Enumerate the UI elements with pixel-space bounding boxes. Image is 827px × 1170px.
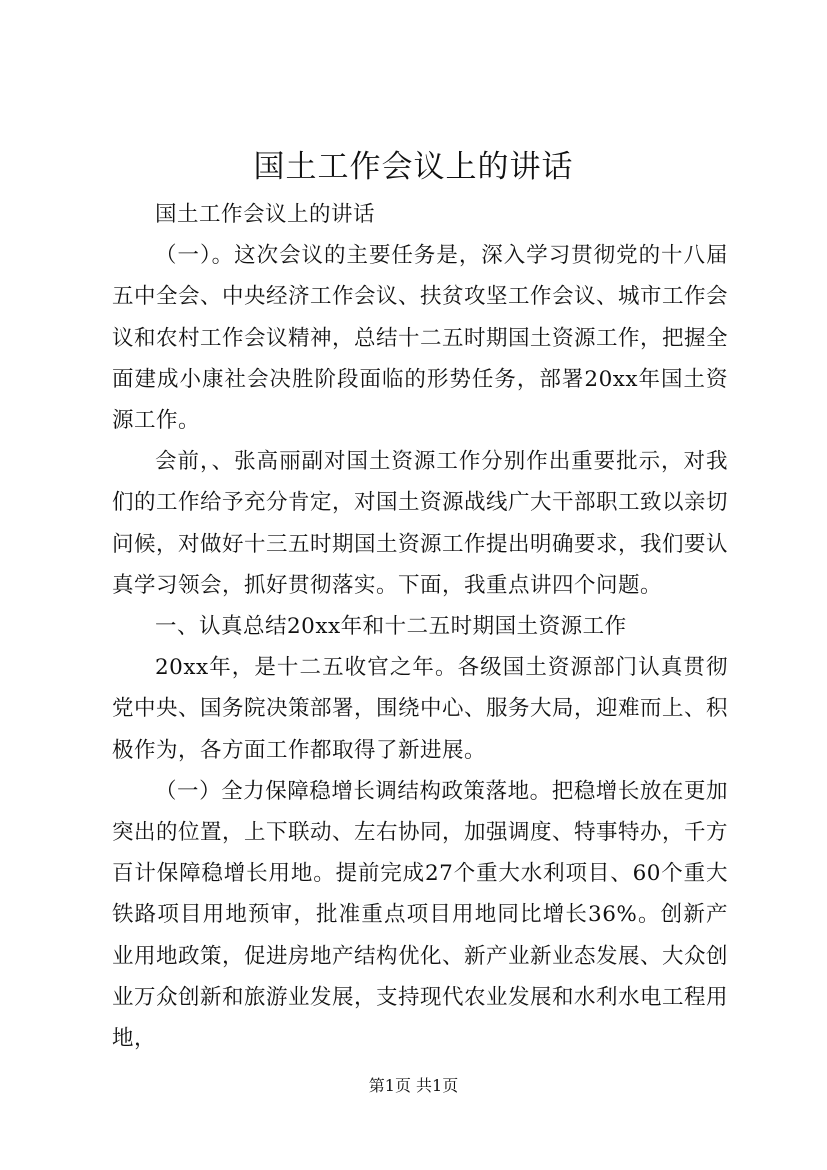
paragraph-instructions: 会前，、张高丽副对国土资源工作分别作出重要批示，对我们的工作给予充分肯定，对国土资源战线广大干部职工致以亲切问候，对做好十三五时期国土资源工作提出明确要求，我们要认真学习领会，抓好贯彻落实。下面，我重点讲四个问题。 (112, 449, 729, 598)
paragraph-subtitle: 国土工作会议上的讲话 (155, 202, 376, 227)
page-footer: 第1页 共1页 (368, 1076, 459, 1095)
section-heading-1: 一、认真总结20xx年和十二五时期国土资源工作 (155, 614, 627, 640)
document-title: 国土工作会议上的讲话 (253, 149, 574, 185)
document-body (112, 194, 728, 1059)
paragraph-intro: （一）。这次会议的主要任务是，深入学习贯彻党的十八届五中全会、中央经济工作会议、扶贫攻坚工作会议、城市工作会议和农村工作会议精神，总结十二五时期国土资源工作，把握全面建成小康社会决胜阶段面临的形势任务，部署20xx年国土资源工作。 (112, 243, 729, 434)
paragraph-point-1: （一）全力保障稳增长调结构政策落地。把稳增长放在更加突出的位置，上下联动、左右协同，加强调度、特事特办，千方百计保障稳增长用地。提前完成27个重大水利项目、60个重大铁路项目用地预审，批准重点项目用地同比增长36%。创新产业用地政策，促进房地产结构优化、新产业新业态发展、大众创业万众创新和旅游业发展，支持现代农业发展和水利水电工程用地， (112, 778, 729, 1052)
paragraph-year-summary: 20xx年，是十二五收官之年。各级国土资源部门认真贯彻党中央、国务院决策部署，围绕中心、服务大局，迎难而上、积极作为，各方面工作都取得了新进展。 (112, 655, 729, 763)
